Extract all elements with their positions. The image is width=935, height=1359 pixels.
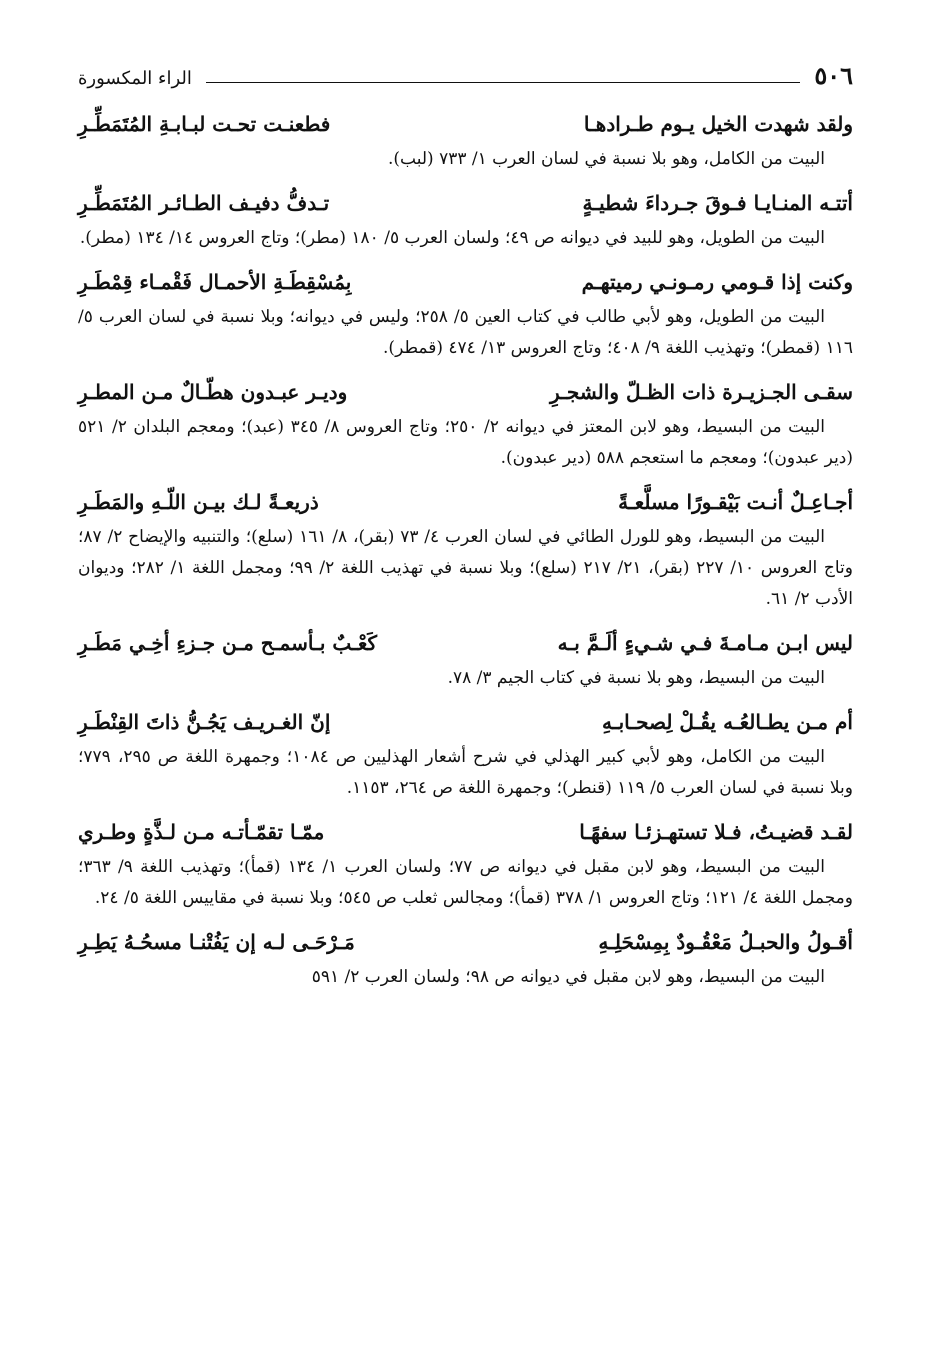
verse-note: البيت من البسيط، وهو لابن مقبل في ديوانه ص ٧٧؛ ولسان العرب ١/ ١٣٤ (قمأ)؛ وتهذيب اللغة ٩/ ٣٦٣؛ ومجمل اللغة ٤/ ١٢١؛ وتاج العروس ١/ ٣٧٨ (قمأ)؛ ومجالس ثعلب ص ٥٤٥؛ وبلا نسبة في مقاييس اللغة ٥/ ٢٤.: [78, 857, 853, 908]
verse-entry: [78, 482, 853, 615]
verse-note: البيت من الكامل، وهو لأبي كبير الهذلي في شرح أشعار الهذليين ص ١٠٨٤؛ وجمهرة اللغة ص ٢٩٥، ٧٧٩؛ وبلا نسبة في لسان العرب ٥/ ١١٩ (قنطر)؛ وجمهرة اللغة ص ٢٦٤، ١١٥٣.: [78, 747, 853, 798]
section-title: الراء المكسورة: [78, 68, 192, 89]
verse-second-hemistich: ذريعـةً لـك بيـن اللّـهِ والمَطَـرِ: [78, 490, 319, 514]
page-number: ٥٠٦: [814, 61, 853, 90]
verse-note: البيت من الطويل، وهو لأبي طالب في كتاب العين ٥/ ٢٥٨؛ وليس في ديوانه؛ وبلا نسبة في لسان العرب ٥/ ١١٦ (قمطر)؛ وتهذيب اللغة ٩/ ٤٠٨؛ وتاج العروس ١٣/ ٤٧٤ (قمطر).: [78, 307, 853, 358]
verse-second-hemistich: وديـر عبـدون هطّـالٌ مـن المطـرِ: [78, 380, 348, 404]
verse-entry: [78, 812, 853, 914]
verse-line: [78, 812, 853, 852]
verse-entry: [78, 104, 853, 175]
verse-line: [78, 922, 853, 962]
verse-entry: [78, 372, 853, 474]
verse-note: البيت من الكامل، وهو بلا نسبة في لسان العرب ١/ ٧٣٣ (لبب).: [387, 149, 825, 169]
verse-line: [78, 104, 853, 144]
verse-entry: [78, 623, 853, 694]
verse-line: [78, 262, 853, 302]
verse-entry: [78, 183, 853, 254]
verse-entry: [78, 922, 853, 993]
verse-first-hemistich: أجـاعِـلٌ أنـت بَيْقـورًا مسلَّعـةً: [618, 490, 853, 514]
header-rule: [206, 82, 800, 83]
verse-line: [78, 482, 853, 522]
running-header: [78, 62, 853, 88]
verse-line: [78, 702, 853, 742]
verse-note: البيت من البسيط، وهو للورل الطائي في لسان العرب ٤/ ٧٣ (بقر)، ٨/ ١٦١ (سلع)؛ والتنبيه والإيضاح ٢/ ٨٧؛ وتاج العروس ١٠/ ٢٢٧ (بقر)، ٢١/ ٢١٧ (سلع)؛ وبلا نسبة في تهذيب اللغة ٢/ ٩٩؛ ومجمل اللغة ١/ ٢٨٢؛ وديوان الأدب ٢/ ٦١.: [78, 527, 853, 609]
verse-entry: [78, 702, 853, 804]
verse-note: البيت من البسيط، وهو لابن مقبل في ديوانه ص ٩٨؛ ولسان العرب ٢/ ٥٩١: [311, 967, 825, 987]
verse-second-hemistich: إنّ الغـريـف يَجُـنُّ ذاتَ القِنْطَـرِ: [78, 710, 331, 734]
verse-second-hemistich: ممّـا تقمّـأتـه مـن لـذَّةٍ وطـري: [78, 820, 325, 844]
page-content: [78, 104, 853, 993]
verse-line: [78, 183, 853, 223]
verse-first-hemistich: لقـد قضيـتُ، فـلا تستهـزئـا سفهًـا: [579, 820, 853, 844]
verse-line: [78, 623, 853, 663]
verse-first-hemistich: سقـى الجـزيـرة ذات الظـلّ والشجـرِ: [550, 380, 853, 404]
verse-second-hemistich: فطعنـت تحـت لبـابـةِ المُتَمَطِّـرِ: [78, 112, 331, 136]
verse-second-hemistich: كَعْـبٌ بـأسمـح مـن جـزءِ أخِـي مَطَـرِ: [78, 631, 378, 655]
verse-note: البيت من البسيط، وهو بلا نسبة في كتاب الجيم ٣/ ٧٨.: [447, 668, 825, 688]
verse-first-hemistich: ليس ابـن مـامـةَ فـي شـيءٍ ألَـمَّ بـه: [557, 631, 853, 655]
verse-note: البيت من الطويل، وهو للبيد في ديوانه ص ٤٩؛ ولسان العرب ٥/ ١٨٠ (مطر)؛ وتاج العروس ١٤/ ١٣٤ (مطر).: [79, 228, 825, 248]
verse-line: [78, 372, 853, 412]
verse-first-hemistich: أقـولُ والحبـلُ مَعْقُـودٌ بِمِسْحَلِـهِ: [598, 930, 853, 954]
verse-first-hemistich: أتتـه المنـايـا فـوقَ جـرداءَ شطيـةٍ: [582, 191, 853, 215]
verse-entry: [78, 262, 853, 364]
verse-second-hemistich: تـدفُّ دفيـف الطـائـر المُتَمَطِّـرِ: [78, 191, 330, 215]
verse-first-hemistich: أم مـن يطـالعُـه يقُـلْ لِصحـابـهِ: [602, 710, 853, 734]
verse-first-hemistich: وكنت إذا قـومي رمـونـي رميتهـم: [581, 270, 853, 294]
verse-note: البيت من البسيط، وهو لابن المعتز في ديوانه ٢/ ٢٥٠؛ وتاج العروس ٨/ ٣٤٥ (عبد)؛ ومعجم البلدان ٢/ ٥٢١ (دير عبدون)؛ ومعجم ما استعجم ٥٨٨ (دير عبدون).: [78, 417, 853, 468]
verse-second-hemistich: بِمُسْقِطَـةِ الأحمـال فَقْمـاء قِمْطَـرِ: [78, 270, 352, 294]
verse-first-hemistich: ولقد شهدت الخيل يـوم طـرادهـا: [583, 112, 853, 136]
verse-second-hemistich: مَـرْحَـى لـه إن يَفُتْنـا مسحُـهُ يَطِـرِ: [78, 930, 355, 954]
